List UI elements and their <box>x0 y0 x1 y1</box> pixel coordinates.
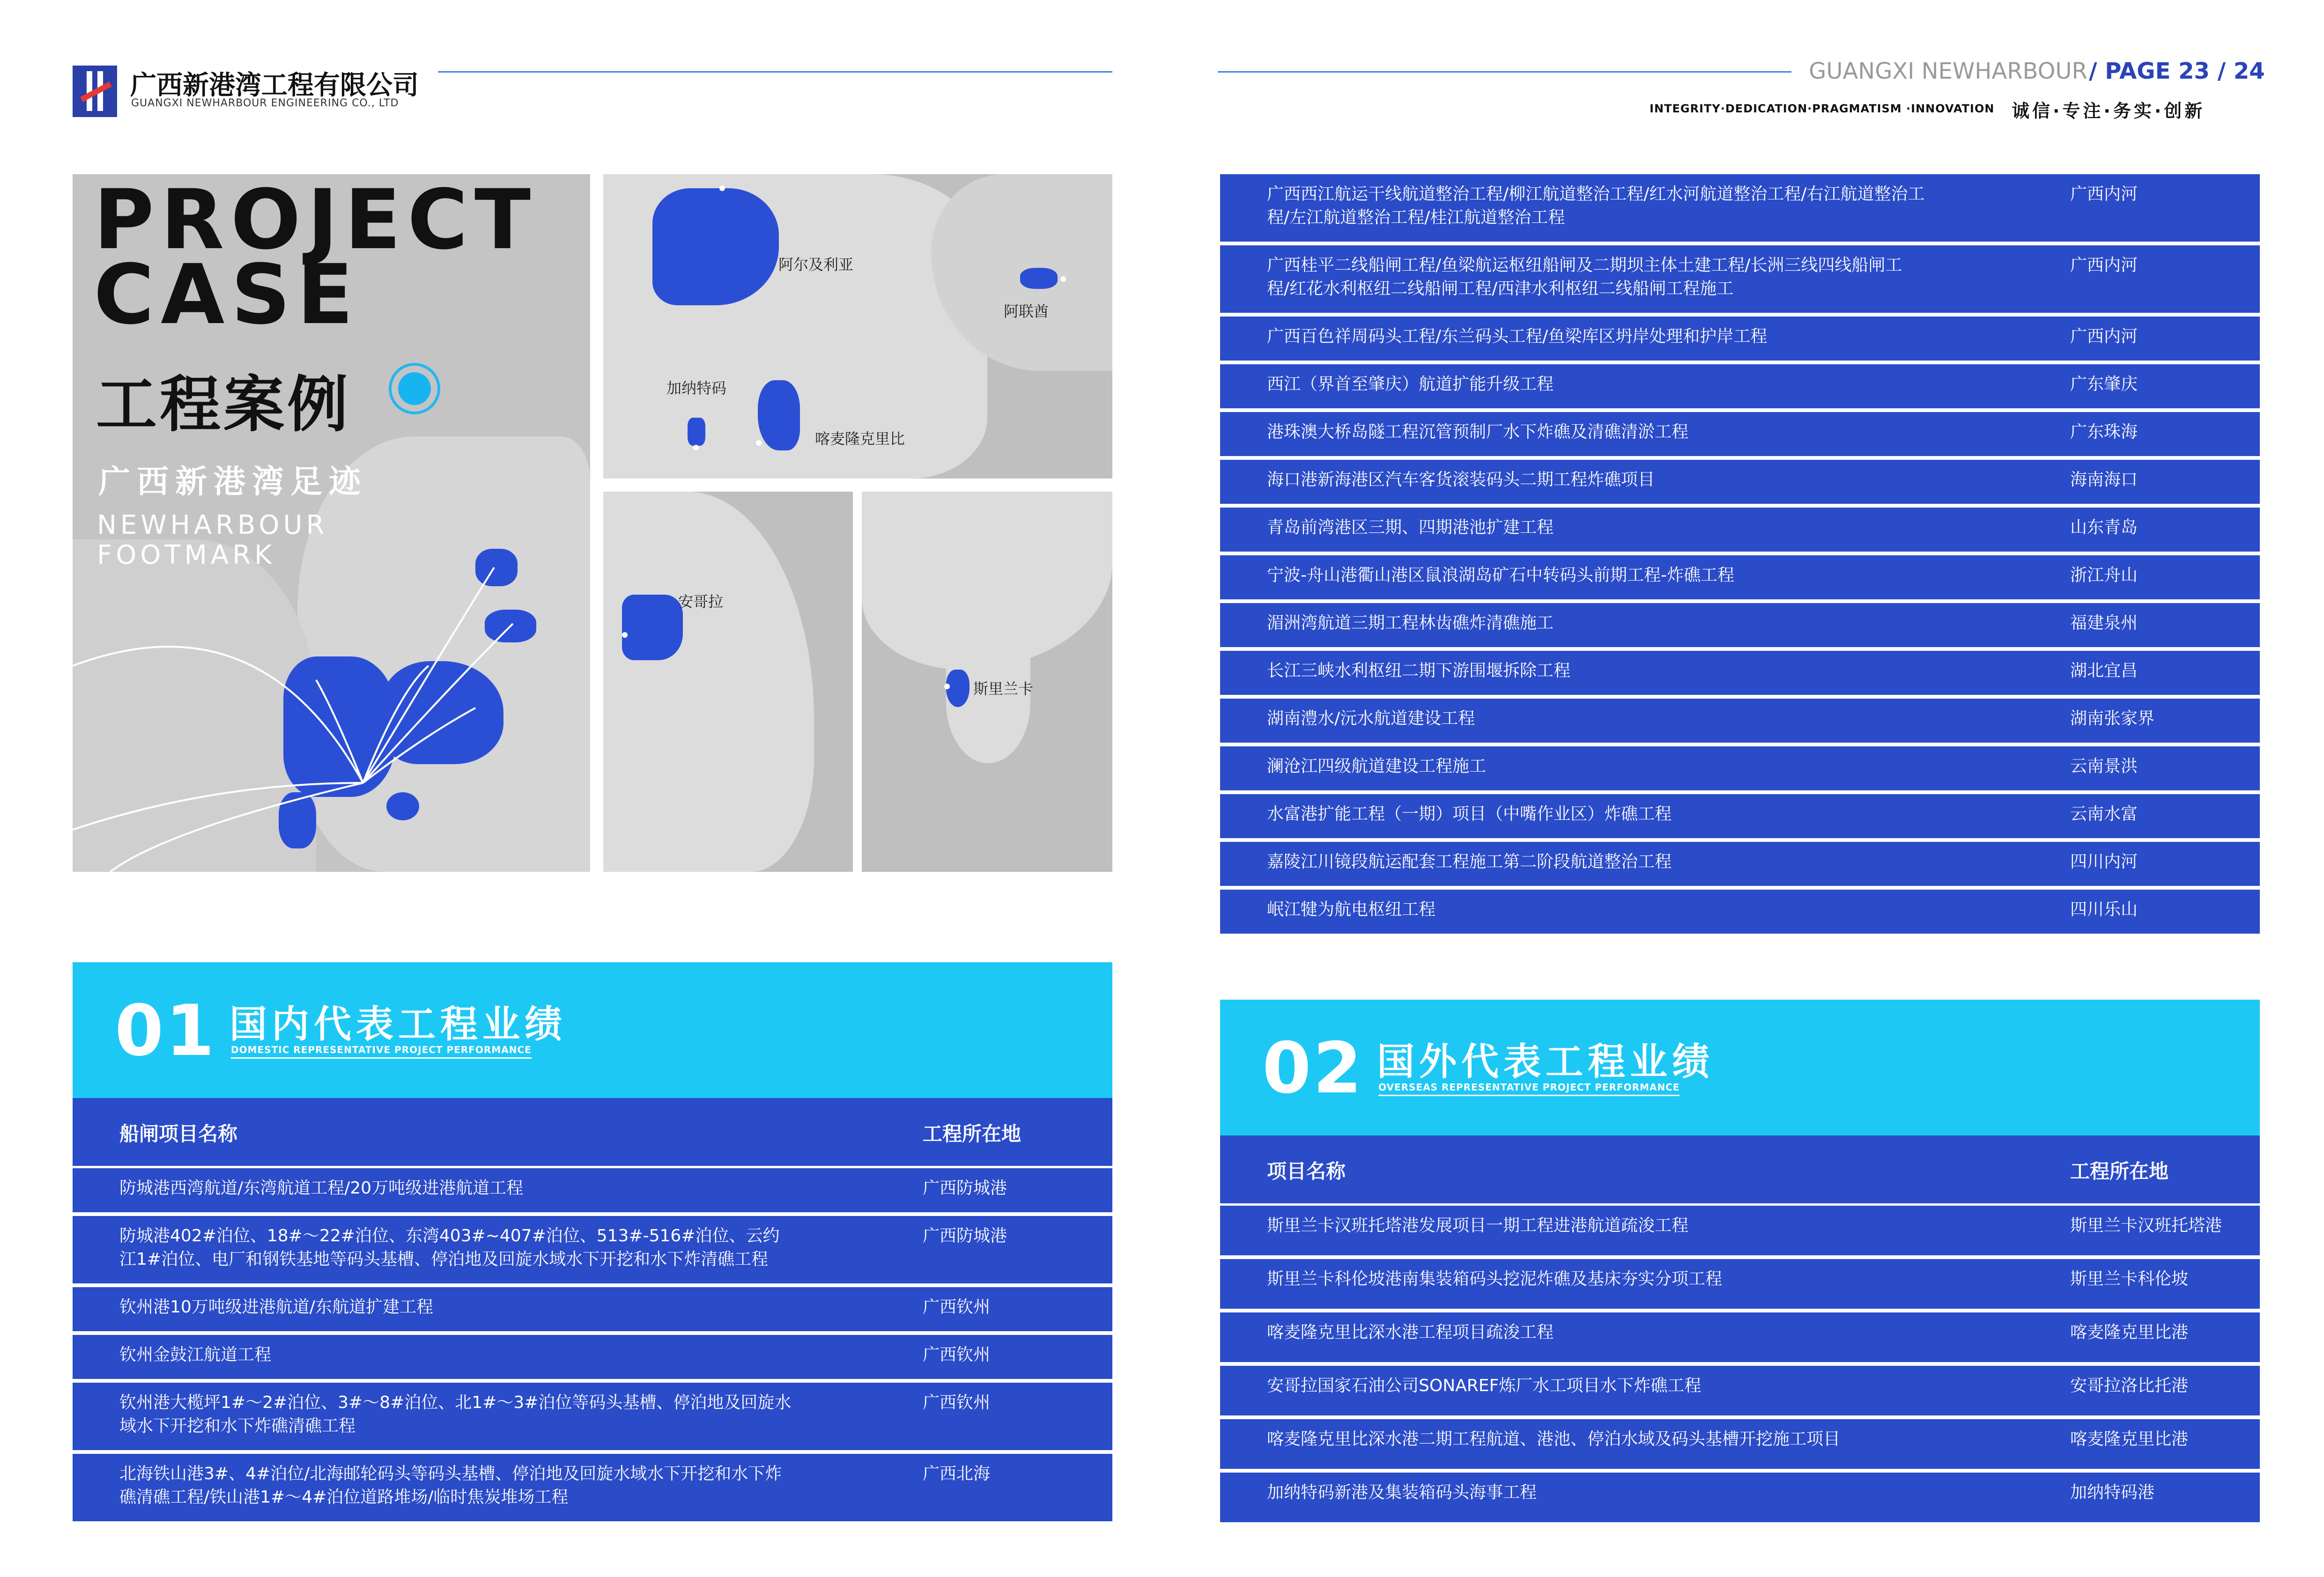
label-angola: 安哥拉 <box>678 593 724 611</box>
project-location: 广西钦州 <box>923 1393 991 1412</box>
project-name: 海口港新海港区汽车客货滚装码头二期工程炸礁项目 <box>1267 470 1655 489</box>
table-row <box>1220 555 2260 603</box>
project-location: 湖北宜昌 <box>2070 661 2138 680</box>
label-cameroon: 喀麦隆克里比 <box>815 430 905 448</box>
project-location: 广西北海 <box>923 1464 991 1483</box>
project-name: 湄洲湾航道三期工程林齿礁炸清礁施工 <box>1267 613 1554 633</box>
header-divider-right <box>1218 71 1791 73</box>
section2-title: 国外代表工程业绩 <box>1377 1040 1714 1083</box>
project-location: 广西钦州 <box>923 1345 991 1364</box>
project-location: 浙江舟山 <box>2070 566 2138 585</box>
project-name: 青岛前湾港区三期、四期港池扩建工程 <box>1267 518 1554 537</box>
country-algeria <box>652 188 779 305</box>
table-row <box>1220 1206 2260 1259</box>
table-row <box>1220 890 2260 937</box>
project-location: 广西防城港 <box>923 1226 1007 1245</box>
target-icon-center <box>398 372 431 405</box>
map-angola <box>603 492 853 872</box>
project-name: 钦州港大榄坪1#～2#泊位、3#～8#泊位、北1#～3#泊位等码头基槽、停泊地及回旋水 域水下开挖和水下炸礁清礁工程 <box>119 1393 792 1436</box>
section2-number: 02 <box>1262 1028 1364 1109</box>
domestic-table <box>73 1098 1112 1525</box>
col-location: 工程所在地 <box>923 1122 1021 1145</box>
hero-title-line2: CASE <box>94 247 360 343</box>
project-name: 广西百色祥周码头工程/东兰码头工程/鱼梁库区坍岸处理和护岸工程 <box>1267 327 1768 346</box>
project-location: 广西钦州 <box>923 1297 991 1317</box>
company-name-en: GUANGXI NEWHARBOUR ENGINEERING CO., LTD <box>131 97 399 109</box>
project-name: 北海铁山港3#、4#泊位/北海邮轮码头等码头基槽、停泊地及回旋水域水下开挖和水下炸 礁清礁工程/铁山港1#～4#泊位道路堆场/临时焦炭堆场工程 <box>119 1464 782 1507</box>
project-name: 喀麦隆克里比深水港二期工程航道、港池、停泊水域及码头基槽开挖施工项目 <box>1267 1430 1841 1449</box>
project-location: 海南海口 <box>2070 470 2138 489</box>
project-name: 岷江犍为航电枢纽工程 <box>1267 900 1436 919</box>
table-row <box>1220 1473 2260 1526</box>
project-name: 安哥拉国家石油公司SONAREF炼厂水工项目水下炸礁工程 <box>1267 1376 1702 1395</box>
project-name: 防城港402#泊位、18#～22#泊位、东湾403#~407#泊位、513#-516#泊位、云约 江1#泊位、电厂和钢铁基地等码头基槽、停泊地及回旋水域水下开挖和水下炸清礁工程 <box>119 1226 780 1269</box>
table-row <box>1220 794 2260 842</box>
label-uae: 阿联酋 <box>1004 302 1049 320</box>
table-row <box>1220 1419 2260 1473</box>
project-name: 西江（界首至肇庆）航道扩能升级工程 <box>1267 375 1554 394</box>
project-location: 斯里兰卡科伦坡 <box>2070 1269 2189 1289</box>
footmark-en <box>97 510 328 570</box>
project-location: 广西防城港 <box>923 1179 1007 1198</box>
project-name: 加纳特码新港及集装箱码头海事工程 <box>1267 1483 1537 1502</box>
map-srilanka <box>862 492 1112 872</box>
section2-subtitle: OVERSEAS REPRESENTATIVE PROJECT PERFORMANCE <box>1378 1082 1680 1096</box>
table-row <box>1220 1312 2260 1366</box>
domestic-table-header <box>73 1098 1112 1168</box>
slogan-en: INTEGRITY·DEDICATION·PRAGMATISM ·INNOVATION <box>1650 102 1995 115</box>
project-location: 山东青岛 <box>2070 518 2138 537</box>
project-location: 广东肇庆 <box>2070 375 2138 394</box>
project-name: 长江三峡水利枢纽二期下游围堰拆除工程 <box>1267 661 1571 680</box>
table-row <box>73 1335 1112 1383</box>
table-row <box>1220 364 2260 412</box>
table-row <box>73 1216 1112 1287</box>
table-row <box>1220 699 2260 746</box>
overseas-table <box>1220 1135 2260 1526</box>
country-ghana <box>688 418 705 446</box>
col-project-name: 项目名称 <box>1267 1160 1346 1183</box>
table-row <box>73 1168 1112 1216</box>
table-row <box>1220 842 2260 890</box>
col-location: 工程所在地 <box>2070 1160 2169 1183</box>
table-row <box>73 1454 1112 1525</box>
slogan-cn: 诚信·专注·务实·创新 <box>2012 101 2206 121</box>
project-name: 防城港西湾航道/东湾航道工程/20万吨级进港航道工程 <box>119 1179 524 1198</box>
project-name: 钦州港10万吨级进港航道/东航道扩建工程 <box>119 1297 433 1317</box>
label-algeria: 阿尔及利亚 <box>778 256 854 273</box>
project-location: 加纳特码港 <box>2070 1483 2155 1502</box>
page-number: / PAGE 23 / 24 <box>2089 58 2265 84</box>
project-location: 安哥拉洛比托港 <box>2070 1376 2189 1395</box>
project-name: 水富港扩能工程（一期）项目（中嘴作业区）炸礁工程 <box>1267 804 1672 824</box>
section2-header <box>1220 1000 2260 1135</box>
brand-name: GUANGXI NEWHARBOUR <box>1809 58 2087 84</box>
project-location: 喀麦隆克里比港 <box>2070 1323 2189 1342</box>
project-location: 湖南张家界 <box>2070 709 2155 728</box>
map-north-africa <box>603 174 1112 479</box>
project-location: 广西内河 <box>2070 184 2138 204</box>
footmark-en-line2: FOOTMARK <box>97 540 275 570</box>
table-row <box>1220 1259 2260 1312</box>
section1-title: 国内代表工程业绩 <box>229 1002 567 1046</box>
table-row <box>73 1287 1112 1335</box>
header-divider-left <box>438 71 1112 73</box>
table-row <box>1220 460 2260 508</box>
project-location: 广西内河 <box>2070 256 2138 275</box>
project-name: 湖南澧水/沅水航道建设工程 <box>1267 709 1475 728</box>
hero-title-en <box>94 172 538 343</box>
project-name: 斯里兰卡科伦坡港南集装箱码头挖泥炸礁及基床夯实分项工程 <box>1267 1269 1723 1289</box>
project-name: 嘉陵江川镜段航运配套工程施工第二阶段航道整治工程 <box>1267 852 1672 871</box>
table-row <box>1220 1366 2260 1419</box>
table-row <box>1220 746 2260 794</box>
country-uae <box>1020 268 1058 289</box>
project-location: 福建泉州 <box>2070 613 2138 633</box>
project-name: 宁波-舟山港衢山港区鼠浪湖岛矿石中转码头前期工程-炸礁工程 <box>1267 566 1734 585</box>
footmark-cn: 广西新港湾足迹 <box>98 464 368 501</box>
table-row <box>1220 412 2260 460</box>
domestic-table-cont <box>1220 174 2260 937</box>
country-srilanka <box>946 670 970 707</box>
project-name: 广西桂平二线船闸工程/鱼梁航运枢纽船闸及二期坝主体土建工程/长洲三线四线船闸工 程/红花水利枢纽二线船闸工程/西津水利枢纽二线船闸工程施工 <box>1267 256 1902 298</box>
project-name: 钦州金鼓江航道工程 <box>119 1345 272 1364</box>
table-row <box>1220 508 2260 555</box>
project-name: 广西西江航运干线航道整治工程/柳江航道整治工程/红水河航道整治工程/右江航道整治工 程/左江航道整治工程/桂江航道整治工程 <box>1267 184 1925 227</box>
section1-subtitle: DOMESTIC REPRESENTATIVE PROJECT PERFORMANCE <box>231 1044 532 1059</box>
table-row <box>1220 317 2260 364</box>
table-row <box>1220 245 2260 317</box>
section1-header <box>73 962 1112 1098</box>
project-name: 澜沧江四级航道建设工程施工 <box>1267 757 1487 776</box>
project-location: 广东珠海 <box>2070 422 2138 442</box>
col-project-name: 船闸项目名称 <box>119 1122 238 1145</box>
project-name: 斯里兰卡汉班托塔港发展项目一期工程进港航道疏浚工程 <box>1267 1216 1689 1235</box>
label-srilanka: 斯里兰卡 <box>973 680 1034 698</box>
table-row <box>1220 603 2260 651</box>
project-name: 港珠澳大桥岛隧工程沉管预制厂水下炸礁及清礁清淤工程 <box>1267 422 1689 442</box>
section1-number: 01 <box>115 990 216 1072</box>
overseas-table-header <box>1220 1135 2260 1206</box>
footmark-en-line1: NEWHARBOUR <box>97 510 328 540</box>
country-angola <box>622 595 683 660</box>
project-location: 斯里兰卡汉班托塔港 <box>2070 1216 2222 1235</box>
hero-title-cn: 工程案例 <box>96 369 351 440</box>
project-location: 云南水富 <box>2070 804 2138 824</box>
project-location: 云南景洪 <box>2070 757 2138 776</box>
project-location: 四川内河 <box>2070 852 2138 871</box>
project-location: 喀麦隆克里比港 <box>2070 1430 2189 1449</box>
country-cameroon <box>758 380 800 450</box>
company-name-cn: 广西新港湾工程有限公司 <box>130 70 419 101</box>
label-ghana: 加纳特码 <box>666 379 727 397</box>
table-row <box>1220 174 2260 245</box>
table-row <box>73 1383 1112 1454</box>
hero-title-line1: PROJECT <box>94 172 538 268</box>
project-location: 四川乐山 <box>2070 900 2138 919</box>
project-name: 喀麦隆克里比深水港工程项目疏浚工程 <box>1267 1323 1554 1342</box>
project-location: 广西内河 <box>2070 327 2138 346</box>
table-row <box>1220 651 2260 699</box>
